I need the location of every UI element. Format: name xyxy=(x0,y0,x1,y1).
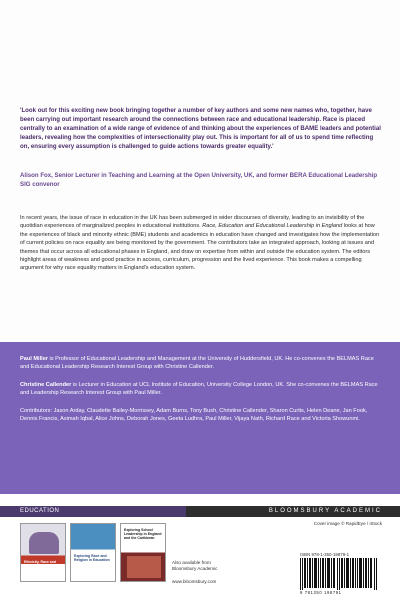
author-bio-christine-callender xyxy=(20,381,382,398)
endorsement-attribution: Alison Fox, Senior Lecturer in Teaching and Learning at the Open University, UK, and former BERA Educational Leadership SIG convenor xyxy=(20,172,378,188)
book-title-italic: Race, Education and Educational Leadership in England xyxy=(202,223,343,230)
description-part-2: looks at how the experiences of black and minority ethnic (BME) students and academics in education have changed and investigates how the implementation of current policies on race equality are being monitored by the government. The contributors take an integrated approach, looking at issues and themes that occur across all educational phases in England, and draw on expertise from within and outside the education system. The editors highlight areas of weakness and good practice in access, curriculum, progression and the lived experience. This book makes a compelling argument for why race equality matters in England's education system. xyxy=(20,223,380,272)
author-name: Paul Miller xyxy=(20,356,48,362)
author-bio-paul-miller xyxy=(20,355,382,372)
barcode-icon xyxy=(298,558,380,590)
cover-image-credit: Cover image © RapidEye / iStock xyxy=(313,521,382,526)
related-book-title: Ethnicity, Race and Education xyxy=(24,560,57,568)
category-label: EDUCATION xyxy=(20,508,60,514)
related-book-title: Exploring School Leadership in England and the Caribbean xyxy=(124,528,162,540)
category-bar xyxy=(0,506,186,517)
author-bio-text: is Professor of Educational Leadership and Management at the University of Huddersfield, UK. He co-convenes the BELMAS Race and Educational Leadership Research Interest Group with Christine Callender. xyxy=(20,356,374,371)
book-description xyxy=(20,214,382,273)
publisher-bar xyxy=(186,506,400,517)
related-book-title: Exploring Race and Religion in Education xyxy=(74,554,110,562)
barcode-graphic xyxy=(298,558,380,590)
contributors-list: Contributors: Jason Arday, Claudette Bailey-Morrissey, Adam Burns, Tony Bush, Christine Callender, Sharon Curtis, Helen Deane, Jan Fook, Dennis Francis, Asimah Iqbal, Alice Johns, Deborah Jones, Geeta Ludhra, Paul Miller, Vijaya Nath, Richard Race and Victoria Showunmi. xyxy=(20,408,368,423)
endorsement-quote: 'Look out for this exciting new book bringing together a number of key authors and some new names who, together, have been carrying out important research around the connections between race and educational leadership. Race is placed centrally to an examination of a wide range of evidence of and thinking about the experiences of BAME leaders and potential leaders, revealing how the complexities of intersectionality play out. This is important for all of us to spend time reflecting on, ensuring every assumption is challenged to guide actions towards greater equality.' xyxy=(20,107,381,151)
cover-art xyxy=(29,532,59,554)
author-bio-text: is Lecturer in Education at UCL Institute of Education, University College London, UK. She co-convenes the BELMAS Race and Leadership Research Interest Group with Paul Miller. xyxy=(20,382,378,397)
also-available-text: Also available from Bloomsbury Academic xyxy=(172,560,218,572)
publisher-name: BLOOMSBURY ACADEMIC xyxy=(268,508,382,514)
related-book-thumbnail xyxy=(70,523,116,582)
publisher-url: www.bloomsbury.com xyxy=(172,579,217,584)
description-part-1: In recent years, the issue of race in education in the UK has been submerged in wider discourses of diversity, leading to an invisibility of the quotidian experiences of marginalized peoples in educational institutions. xyxy=(20,215,365,230)
cover-art xyxy=(127,556,161,578)
isbn-label: ISBN 978-1-350-19879-1 xyxy=(300,552,350,557)
related-book-thumbnail xyxy=(20,523,66,582)
related-book-thumbnail xyxy=(120,523,166,582)
author-name: Christine Callender xyxy=(20,382,72,388)
barcode-digits: 9 781350 198791 xyxy=(300,590,342,595)
